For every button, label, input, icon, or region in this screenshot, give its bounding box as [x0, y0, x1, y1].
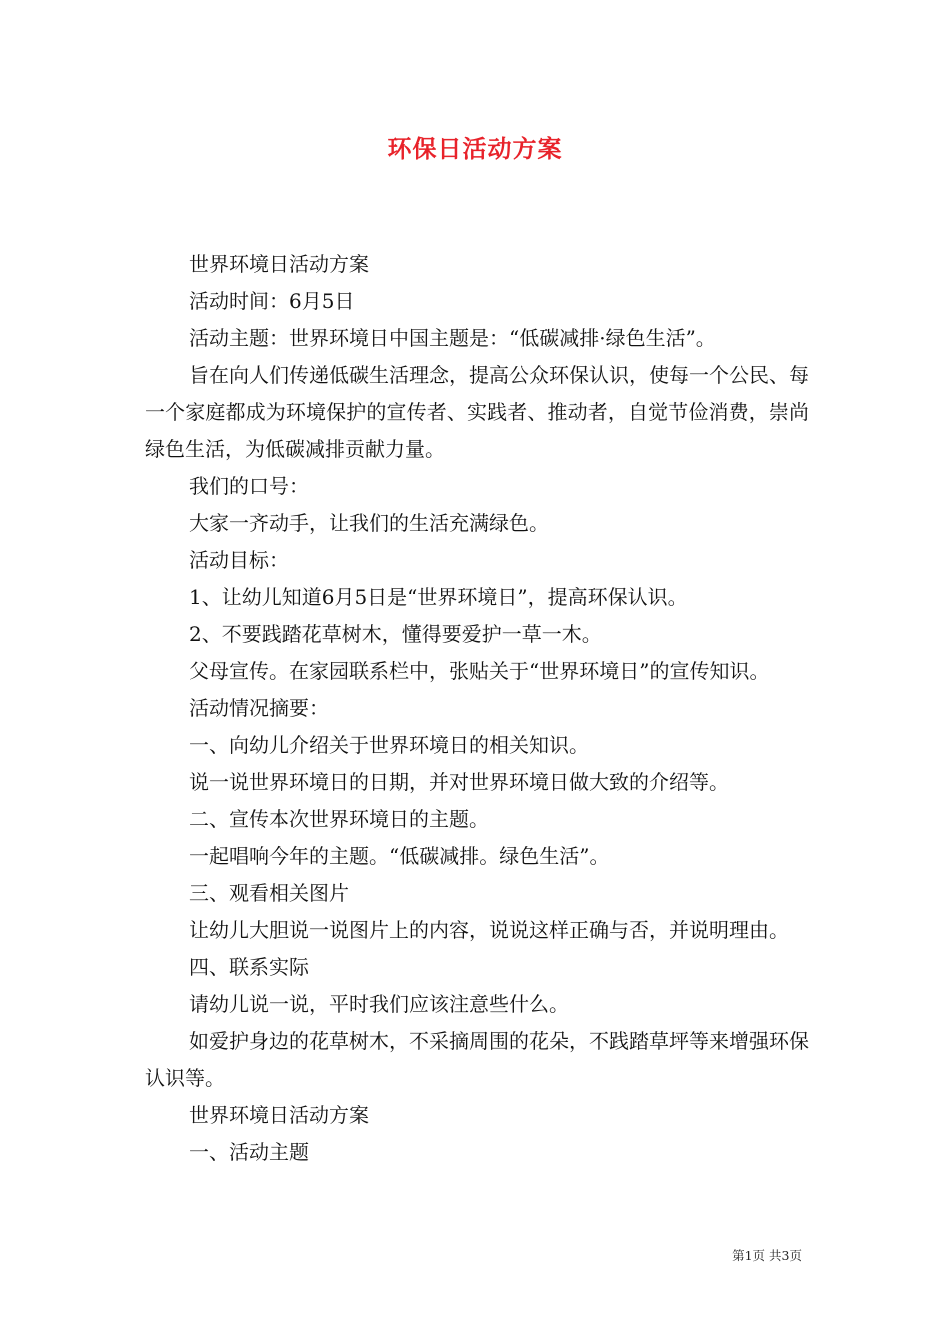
document-title: 环保日活动方案 [387, 134, 563, 163]
paragraph: 说一说世界环境日的日期，并对世界环境日做大致的介绍等。 [189, 770, 729, 794]
paragraph: 我们的口号： [189, 474, 309, 498]
paragraph: 世界环境日活动方案 [189, 252, 369, 276]
paragraph: 二、宣传本次世界环境日的主题。 [189, 807, 489, 831]
page-number-footer: 第1页 共3页 [732, 1248, 802, 1263]
document-body [145, 246, 809, 1171]
paragraph: 三、观看相关图片 [189, 881, 349, 905]
paragraph: 如爱护身边的花草树木，不采摘周围的花朵，不践踏草坪等来增强环保认识等。 [145, 1029, 809, 1090]
paragraph: 让幼儿大胆说一说图片上的内容，说说这样正确与否，并说明理由。 [189, 918, 789, 942]
paragraph: 活动目标： [189, 548, 289, 572]
paragraph: 四、联系实际 [189, 955, 309, 979]
paragraph: 一、向幼儿介绍关于世界环境日的相关知识。 [189, 733, 589, 757]
paragraph: 大家一齐动手，让我们的生活充满绿色。 [189, 511, 549, 535]
paragraph: 活动主题：世界环境日中国主题是：“低碳减排·绿色生活”。 [189, 326, 716, 350]
paragraph: 世界环境日活动方案 [189, 1103, 369, 1127]
paragraph: 旨在向人们传递低碳生活理念，提高公众环保认识，使每一个公民、每一个家庭都成为环境保护的宣传者、实践者、推动者，自觉节俭消费，崇尚绿色生活，为低碳减排贡献力量。 [145, 363, 809, 461]
paragraph: 一起唱响今年的主题。“低碳减排。绿色生活”。 [189, 844, 610, 868]
paragraph: 活动时间：6月5日 [189, 289, 355, 313]
paragraph: 父母宣传。在家园联系栏中，张贴关于“世界环境日”的宣传知识。 [189, 659, 770, 683]
paragraph: 1、让幼儿知道6月5日是“世界环境日”，提高环保认识。 [189, 585, 688, 609]
paragraph: 一、活动主题 [189, 1140, 309, 1164]
paragraph: 活动情况摘要： [189, 696, 329, 720]
paragraph: 2、不要践踏花草树木，懂得要爱护一草一木。 [189, 622, 602, 646]
paragraph: 请幼儿说一说，平时我们应该注意些什么。 [189, 992, 569, 1016]
